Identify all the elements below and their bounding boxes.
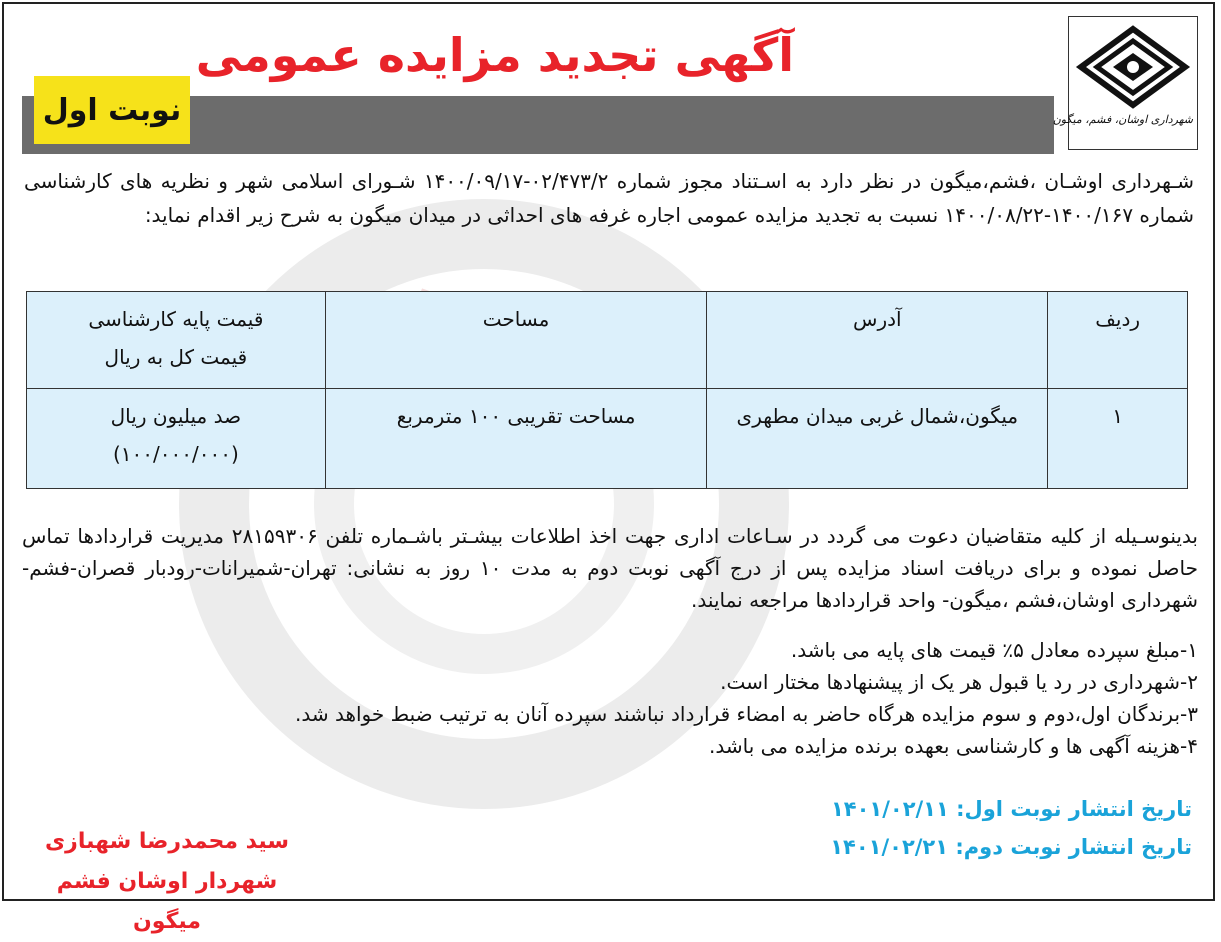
cell-price (27, 389, 326, 489)
municipality-emblem-icon (1077, 25, 1189, 111)
invitation-paragraph: بدینوسـیله از کلیه متقاضیان دعوت می گردد در سـاعات اداری جهت اخذ اطلاعات بیشـتر باشـماره تلفن ۲۸۱۵۹۳۰۶ مدیریت قراردادها تماس حاصل نموده و برای دریافت اسناد مزایده پس از درج آگهی نوبت دوم به مدت ۱۰ روز به نشانی: تهران-شمیرانات-رودبار قصران-فشم-شهرداری اوشان،فشم ،میگون- واحد قراردادها مراجعه نمایند. (22, 524, 1199, 612)
header-price-line2: قیمت کل به ریال (104, 345, 248, 369)
conditions-list (22, 634, 1198, 762)
second-publication-date: تاریخ انتشار نوبت دوم: ۱۴۰۱/۰۲/۲۱ (830, 835, 1192, 859)
first-publication-date: تاریخ انتشار نوبت اول: ۱۴۰۱/۰۲/۱۱ (830, 797, 1192, 821)
condition-item: ۳-برندگان اول،دوم و سوم مزایده هرگاه حاضر به امضاء قرارداد نباشند سپرده آنان به ترتیب ضبط خواهد شد. (294, 702, 1198, 726)
signer-role: شهردار اوشان فشم میگون (56, 869, 278, 934)
condition-item: ۲-شهرداری در رد یا قبول هر یک از پیشنهادها مختار است. (720, 670, 1198, 694)
cell-row-no: ۱ (1048, 389, 1188, 489)
logo-caption: شهرداری اوشان، فشم، میگون (1052, 113, 1193, 126)
intro-paragraph: شـهرداری اوشـان ،فشم،میگون در نظر دارد به اسـتناد مجوز شماره ۰۲/۴۷۳/۲-۱۴۰۰/۰۹/۱۷ شـورای اسلامی شهر و نظریه های کارشناسی شماره ۱۴۰۰/۱۶۷-۱۴۰۰/۰۸/۲۲ نسبت به تجدید مزایده عمومی اجاره غرفه های احداثی در میدان میگون به شرح زیر اقدام نماید: (24, 169, 1194, 227)
header-row-no: ردیف (1048, 292, 1188, 389)
cell-address: میگون،شمال غربی میدان مطهری (707, 389, 1048, 489)
publication-dates (604, 790, 1192, 866)
cell-price-line2: (۱۰۰/۰۰۰/۰۰۰) (112, 442, 239, 467)
header-price (27, 292, 326, 389)
signer-name: سید محمدرضا شهبازی (45, 829, 289, 854)
condition-item: ۱-مبلغ سپرده معادل ۵٪ قیمت های پایه می باشد. (790, 638, 1198, 662)
header-price-line1: قیمت پایه کارشناسی (88, 307, 264, 331)
auction-table (26, 291, 1188, 489)
header-address: آدرس (707, 292, 1048, 389)
cell-area: مساحت تقریبی ۱۰۰ مترمربع (325, 389, 707, 489)
condition-item: ۴-هزینه آگهی ها و کارشناسی بعهده برنده مزایده می باشد. (708, 734, 1198, 758)
municipality-logo (1052, 16, 1198, 150)
notice-frame (2, 2, 1215, 934)
table-row (27, 389, 1188, 489)
signature-block (22, 822, 312, 942)
round-badge (34, 76, 190, 144)
header-area: مساحت (325, 292, 707, 389)
table-header-row (27, 292, 1188, 389)
cell-price-line1: صد میلیون ریال (110, 404, 242, 429)
notice-title: آگهی تجدید مزایده عمومی (195, 28, 794, 82)
round-badge-label: نوبت اول (42, 92, 182, 128)
